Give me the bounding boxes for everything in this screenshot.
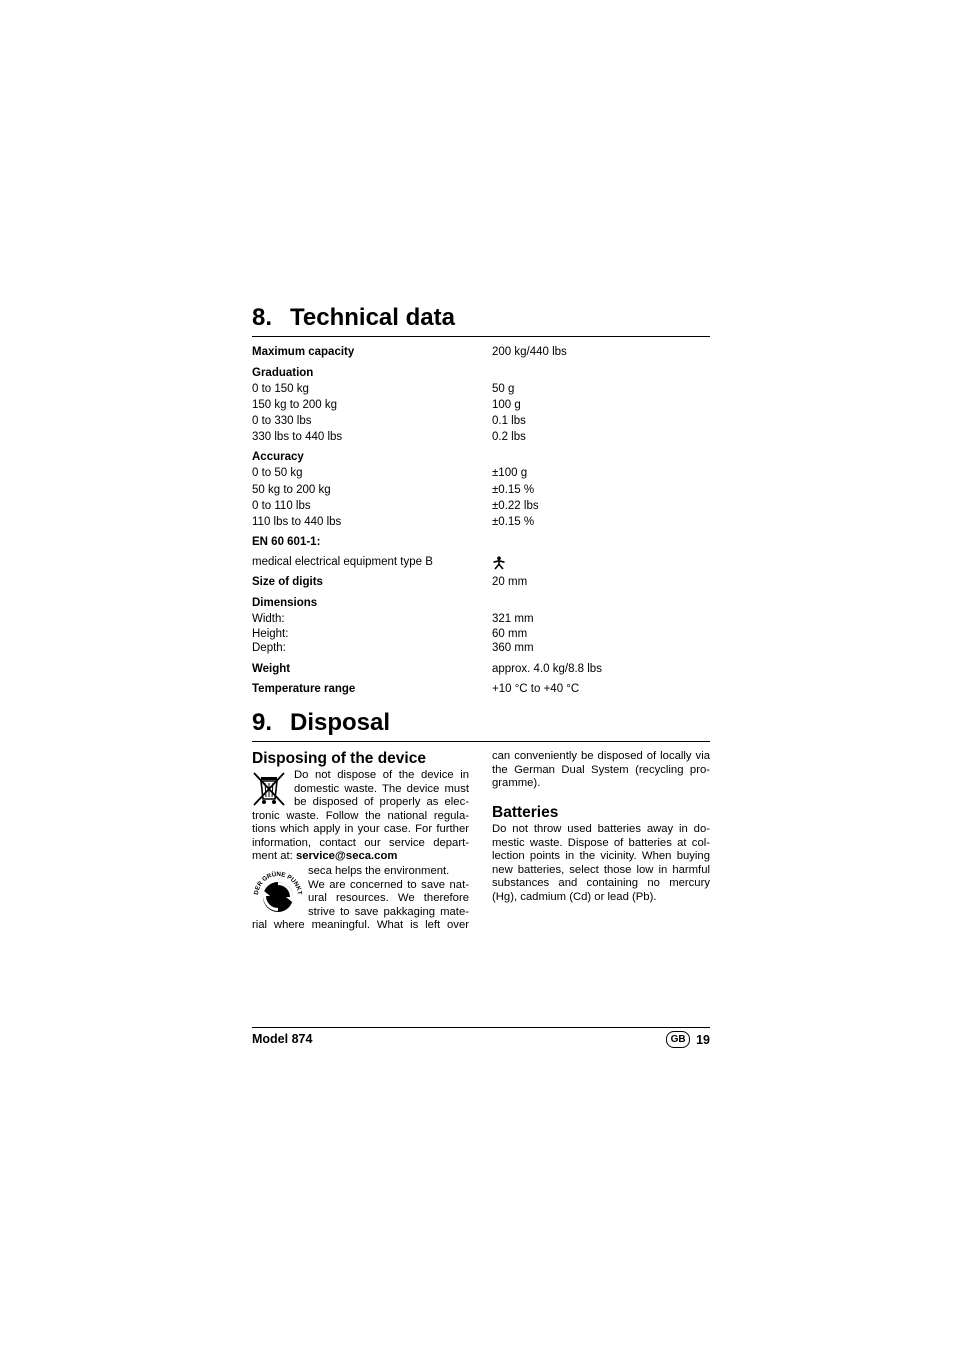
spec-value: 360 mm <box>492 642 534 654</box>
spec-label: Weight <box>252 663 291 675</box>
spec-value: ±0.15 % <box>492 484 535 496</box>
text-line: seca helps the environment. <box>308 865 450 877</box>
spec-label: Size of digits <box>252 576 323 588</box>
spec-label: 150 kg to 200 kg <box>252 399 338 411</box>
spec-label: 110 lbs to 440 lbs <box>252 516 342 528</box>
text-line: gramme). <box>492 777 541 789</box>
spec-label: Maximum capacity <box>252 346 355 358</box>
section-number: 9. <box>252 709 273 736</box>
spec-value: +10 °C to +40 °C <box>492 683 580 695</box>
text-line: tions which apply in your case. For further <box>252 823 469 835</box>
text-line: (Hg), cadmium (Cd) or lead (Pb). <box>492 890 657 903</box>
spec-value: approx. 4.0 kg/8.8 lbs <box>492 663 602 675</box>
text-line: the German Dual System (recycling pro- <box>492 763 710 776</box>
spec-value: 0.1 lbs <box>492 415 526 427</box>
type-b-person-icon <box>492 556 506 574</box>
text-line: information, contact our service depart- <box>252 836 469 849</box>
paragraph-batteries <box>492 823 710 904</box>
spec-label: Width: <box>252 613 285 625</box>
spec-value: ±100 g <box>492 467 528 479</box>
spec-label: EN 60 601-1: <box>252 536 321 548</box>
section-heading-technical-data <box>252 304 710 337</box>
country-badge: GB <box>666 1031 690 1048</box>
footer-page-info <box>666 1031 710 1048</box>
spec-label: 0 to 330 lbs <box>252 415 312 427</box>
text-line: ural resources. We therefore <box>308 892 469 904</box>
text-line: lection points in the vicinity. When buying <box>492 850 710 862</box>
spec-label: 330 lbs to 440 lbs <box>252 431 343 443</box>
section-title: Disposal <box>290 709 391 736</box>
service-email: service@seca.com <box>295 850 398 862</box>
spec-label: Height: <box>252 628 289 640</box>
spec-value: 0.2 lbs <box>492 431 526 443</box>
spec-value: 100 g <box>492 399 521 411</box>
green-dot-icon <box>252 868 304 923</box>
text-line: mestic waste. Dispose of batteries at col- <box>492 836 710 849</box>
spec-value: ±0.22 lbs <box>492 500 539 512</box>
text-line: rial where meaningful. What is left over <box>252 919 469 931</box>
text-line: substances and containing no mercury <box>492 877 710 889</box>
text-line <box>252 850 469 864</box>
spec-label: Depth: <box>252 642 286 654</box>
section-title: Technical data <box>290 304 455 331</box>
subheading-disposing-device: Disposing of the device <box>252 750 426 767</box>
spec-label: 0 to 50 kg <box>252 467 303 479</box>
section-number: 8. <box>252 304 273 331</box>
text-line: be disposed of properly as elec- <box>294 796 469 808</box>
text-line: We are concerned to save nat- <box>308 878 469 891</box>
paragraph-device-intro <box>294 769 469 810</box>
footer-rule <box>252 1027 710 1028</box>
spec-value: 321 mm <box>492 613 534 625</box>
paragraph-dual-system <box>492 750 710 791</box>
spec-label: Graduation <box>252 367 314 379</box>
text-line: domestic waste. The device must <box>294 782 469 795</box>
spec-value: 50 g <box>492 383 515 395</box>
footer-model: Model 874 <box>252 1032 313 1046</box>
spec-label: 50 kg to 200 kg <box>252 484 331 496</box>
contact-prefix: ment at: <box>252 850 296 862</box>
spec-label: medical electrical equipment type B <box>252 556 433 568</box>
section-heading-disposal <box>252 709 710 742</box>
text-line: strive to save pakkaging mate- <box>308 905 469 918</box>
spec-value: ±0.15 % <box>492 516 535 528</box>
paragraph-environment <box>308 865 469 919</box>
text-line: new batteries, select those low in harmful <box>492 863 710 876</box>
paragraph-device-body <box>252 810 469 864</box>
spec-label: 0 to 110 lbs <box>252 500 311 512</box>
text-line: tronic waste. Follow the national regula- <box>252 809 469 822</box>
crossed-bin-icon <box>252 771 286 812</box>
green-dot-label: DER GRÜNE PUNKT <box>252 870 304 896</box>
paragraph-environment-cont <box>252 919 469 933</box>
text-line: Do not throw used batteries away in do- <box>492 823 710 835</box>
spec-label: Accuracy <box>252 451 304 463</box>
spec-value: 200 kg/440 lbs <box>492 346 567 358</box>
text-line: Do not dispose of the device in <box>294 769 469 781</box>
text-line: can conveniently be disposed of locally via <box>492 750 710 762</box>
spec-label: Temperature range <box>252 683 356 695</box>
spec-value: 60 mm <box>492 628 528 640</box>
spec-label: 0 to 150 kg <box>252 383 309 395</box>
subheading-batteries: Batteries <box>492 804 559 821</box>
page-number: 19 <box>696 1032 710 1047</box>
spec-value: 20 mm <box>492 576 528 588</box>
spec-label: Dimensions <box>252 597 318 609</box>
